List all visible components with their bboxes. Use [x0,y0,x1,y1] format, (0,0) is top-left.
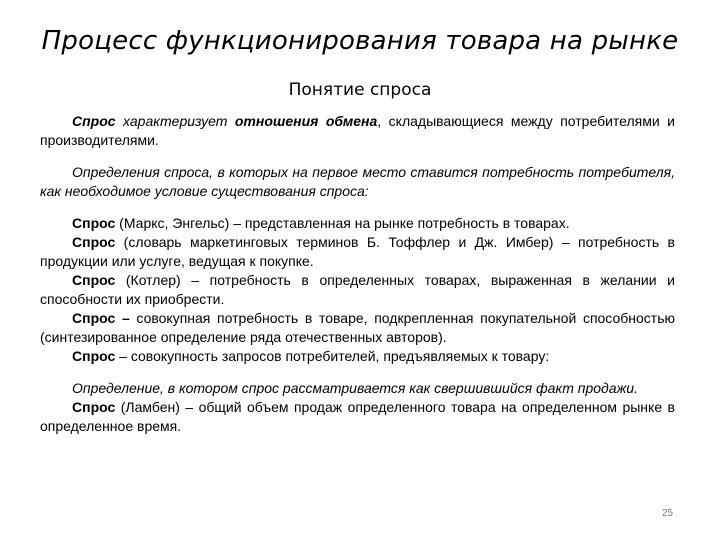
paragraph-demand-relation [40,112,675,150]
definition-text: – совокупность запросов потребителей, предъявляемых к товару: [115,348,550,364]
definition-text: (Маркс, Энгельс) – представленная на рынке потребность в товарах. [115,215,570,231]
definition-item [40,233,675,271]
definition-text: (словарь маркетинговых терминов Б. Тоффлер и Дж. Имбер) – потребность в продукции или услуге, ведущая к покупке. [40,234,675,269]
slide-body [40,112,675,436]
definition-item [40,309,675,347]
definition-text: совокупная потребность в товаре, подкрепленная покупательной способностью (синтезированное определение ряда отечественных авторов). [40,310,675,345]
page-number: 25 [662,508,674,519]
spacer [40,150,675,163]
slide-title: Процесс функционирования товара на рынке [41,26,679,56]
definition-text: (Ламбен) – общий объем продаж определенного товара на определенном рынке в определенное время. [40,399,675,434]
spacer [40,366,675,379]
paragraph-definitions-intro: Определения спроса, в которых на первое место ставится потребность потребителя, как необходимое условие существования спроса: [40,164,675,199]
term-demand: Спрос [72,215,116,231]
term-demand: Спрос [72,113,116,129]
text-segment: , складывающиеся между потребителями и производителями. [40,113,676,148]
term-demand: Спрос [72,399,116,415]
text-segment: характеризует [115,113,235,129]
term-demand: Спрос – [72,310,130,326]
term-demand: Спрос [72,348,116,364]
definition-item [40,347,675,366]
definition-item [40,214,675,233]
paragraph-sales-definition: Определение, в котором спрос рассматривается как свершившийся факт продажи. [72,380,638,396]
term-demand: Спрос [72,272,116,288]
definition-item [40,271,675,309]
spacer [40,201,675,214]
definition-text: (Котлер) – потребность в определенных товарах, выраженная в желании и способности их приобрести. [40,272,675,307]
term-exchange-relations: отношения обмена [234,113,378,129]
term-demand: Спрос [72,234,116,250]
slide-subtitle: Понятие спроса [288,80,432,100]
definition-item-lambin [40,398,675,436]
